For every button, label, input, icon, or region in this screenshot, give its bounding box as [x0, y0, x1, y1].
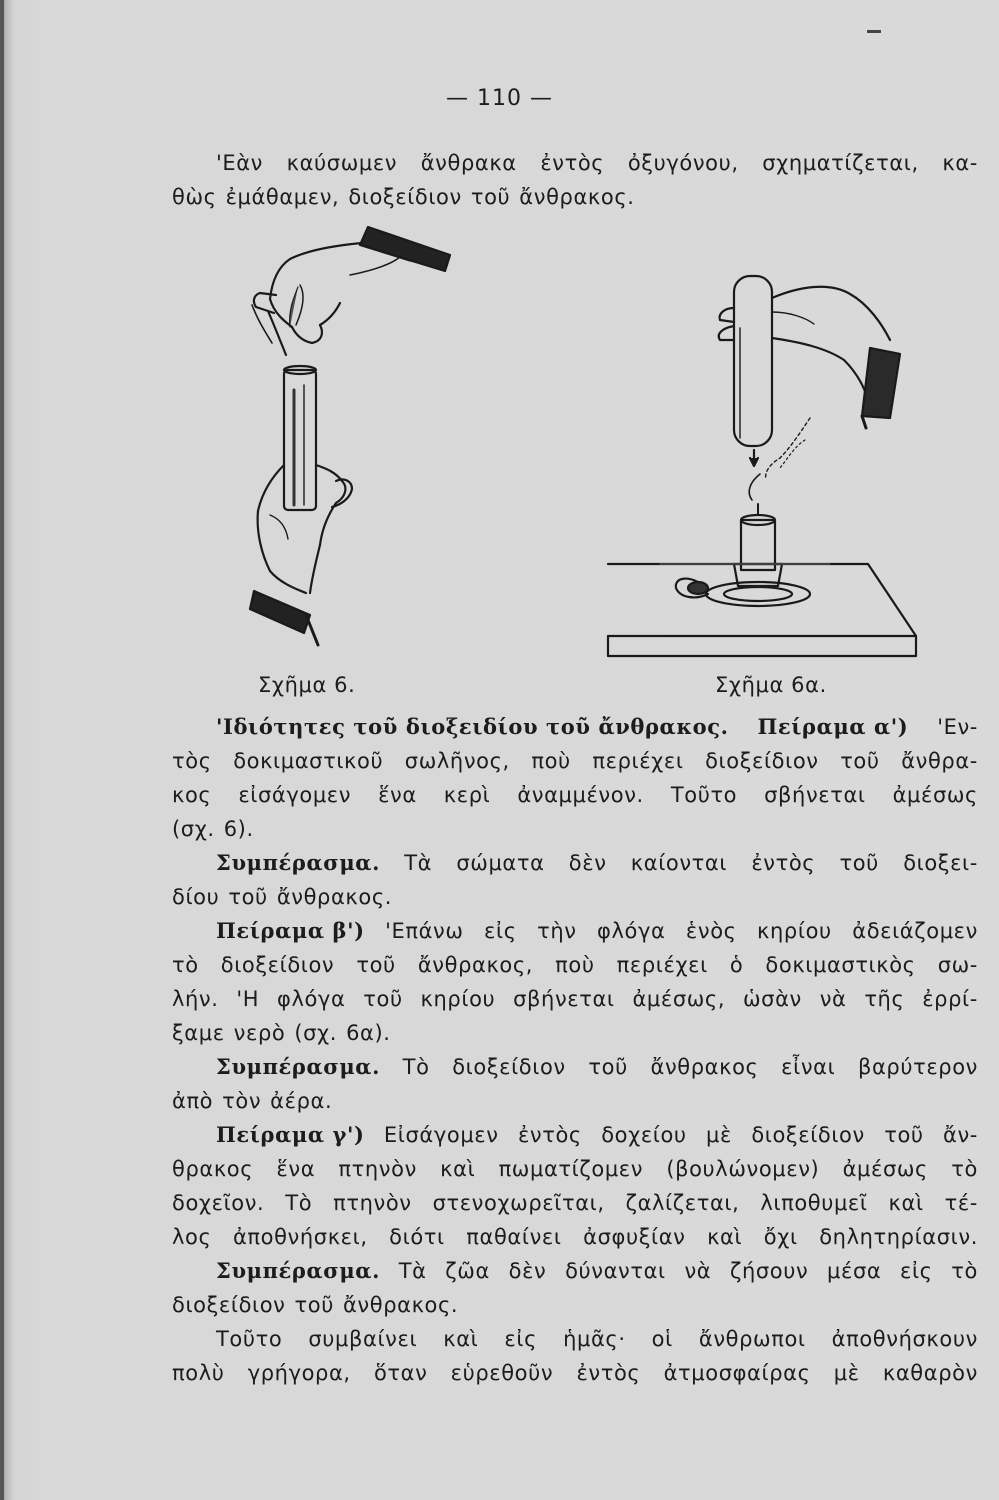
word: εἶναι [781, 1055, 836, 1079]
word: κερὶ [443, 783, 491, 807]
word: ὄχι [763, 1225, 798, 1249]
word: φλόγα [277, 987, 346, 1011]
word: ἕνα [378, 783, 417, 807]
word: ἀποθνήσκει, [232, 1225, 368, 1249]
word: (βουλώνομεν) [666, 1157, 820, 1181]
word: ἄνθρακα [420, 151, 517, 175]
word: ἀναμμένον. [517, 783, 644, 807]
word: νὰ [819, 987, 847, 1011]
word: ὁ [729, 953, 744, 977]
experiment-a-label: Πείραμα α') [757, 714, 909, 739]
word: καὶ [707, 1225, 743, 1249]
experiment-b-line-1 [172, 914, 978, 948]
word: ἀποθνήσκουν [831, 1327, 978, 1351]
word: οἱ [651, 1327, 673, 1351]
heading-line [172, 710, 978, 744]
word: τοῦ [470, 185, 511, 209]
word: κηρίου [757, 919, 832, 943]
word: νὰ [684, 1259, 712, 1283]
word: δηλητηρίασιν. [819, 1225, 978, 1249]
conclusion-1-line-2 [172, 880, 978, 914]
word: διοξείδιον [172, 1293, 286, 1317]
word: σω- [937, 953, 978, 977]
word: ζήσουν [729, 1259, 809, 1283]
word: 'Η [236, 987, 260, 1011]
stray-mark [867, 30, 881, 33]
word: ἀπὸ [172, 1089, 214, 1113]
word: δύνανται [565, 1259, 666, 1283]
experiment-c-line-1 [172, 1118, 978, 1152]
word: κηρίου [420, 987, 496, 1011]
final-line-2 [172, 1356, 978, 1390]
word: καύσωμεν [286, 151, 398, 175]
word: καίονται [630, 851, 728, 875]
word: ἐρρί- [922, 987, 978, 1011]
word: ἀμέσως, [632, 987, 726, 1011]
word: Τὰ [398, 1259, 427, 1283]
word: ἐντὸς [540, 151, 605, 175]
word: πτηνὸν [333, 1191, 412, 1215]
section-body [172, 710, 978, 1390]
word: κος [172, 783, 212, 807]
word: δὲν [568, 851, 607, 875]
word: ζῶα [445, 1259, 490, 1283]
word: στενοχωρεῖται, [432, 1191, 605, 1215]
word: μὲ [706, 1123, 732, 1147]
word: 'Επάνω [385, 919, 464, 943]
word: ποὺ [555, 953, 595, 977]
word: τοῦ [839, 851, 879, 875]
word: ἄνθρακος, [417, 953, 534, 977]
figure-6-caption: Σχῆμα 6. [258, 673, 356, 697]
word: τέ- [944, 1191, 978, 1215]
experiment-a-line-4 [172, 812, 978, 846]
experiment-c-line-3 [172, 1186, 978, 1220]
word: ἀδειάζομεν [852, 919, 978, 943]
word: γρήγορα, [247, 1361, 351, 1385]
experiment-a-line-3 [172, 778, 978, 812]
word: εἰς [504, 1327, 538, 1351]
word: Τὸ [285, 1191, 313, 1215]
word: φλόγα [597, 919, 666, 943]
word: εἰσάγομεν [238, 783, 352, 807]
word: τοῦ [840, 749, 880, 773]
word: διότι [389, 1225, 445, 1249]
intro-paragraph [172, 146, 978, 214]
word: διοξείδιον [348, 185, 462, 209]
word: ὡσὰν [742, 987, 802, 1011]
word: δὲν [508, 1259, 547, 1283]
word: σβήνεται [764, 783, 866, 807]
word: ἄνθρακος. [342, 1293, 459, 1317]
word: θρακος [172, 1157, 254, 1181]
word: πωματίζομεν [498, 1157, 644, 1181]
word: σβήνεται [513, 987, 615, 1011]
intro-line-2 [172, 180, 978, 214]
word: ξαμε [172, 1021, 225, 1045]
experiment-c-line-4 [172, 1220, 978, 1254]
word: ἕνα [276, 1157, 316, 1181]
word: ποὺ [531, 749, 571, 773]
word: σχηματίζεται, [762, 151, 919, 175]
word: περιέχει [592, 749, 684, 773]
word: δοχείου [601, 1123, 687, 1147]
word: τοῦ [588, 1055, 628, 1079]
word: τοῦ [363, 987, 403, 1011]
word: εὑρεθοῦν [450, 1361, 554, 1385]
experiment-b-line-2 [172, 948, 978, 982]
bold-label: Συμπέρασμα. [216, 850, 380, 875]
experiment-b-line-4 [172, 1016, 978, 1050]
word: εἰς [484, 919, 517, 943]
word: ἐντὸς [576, 1361, 641, 1385]
word: ἐμάθαμεν, [225, 185, 340, 209]
word: ἀμέσως [892, 783, 978, 807]
word: ἄνθρα- [901, 749, 978, 773]
word: λήν. [172, 987, 219, 1011]
experiment-b-line-3 [172, 982, 978, 1016]
word: διοξει- [903, 851, 978, 875]
section-heading: 'Ιδιότητες τοῦ διοξειδίου τοῦ ἄνθρακος. [216, 714, 729, 739]
word: δοχεῖον. [172, 1191, 265, 1215]
figure-6-illustration [240, 215, 470, 655]
word: ζαλίζεται, [625, 1191, 740, 1215]
conclusion-3-line-2 [172, 1288, 978, 1322]
intro-line-1 [172, 146, 978, 180]
word: διοξείδιον [220, 953, 335, 977]
conclusion-1-line-1 [172, 846, 978, 880]
bold-label: Πείραμα γ') [216, 1122, 365, 1147]
experiment-c-line-2 [172, 1152, 978, 1186]
word: τὴν [537, 919, 577, 943]
bold-label: Πείραμα β') [216, 918, 365, 943]
word: 6). [223, 817, 254, 841]
word: ἀτμοσφαίρας [663, 1361, 811, 1385]
word: πτηνὸν [338, 1157, 417, 1181]
word: ἄνθρωποι [698, 1327, 806, 1351]
word: καθαρὸν [882, 1361, 978, 1385]
word: 6α). [346, 1021, 391, 1045]
word: Τοῦτο [216, 1327, 283, 1351]
word: (σχ. [294, 1021, 338, 1045]
page-number: — 110 — [446, 86, 553, 111]
conclusion-2-line-2 [172, 1084, 978, 1118]
word: τοῦ [294, 1293, 334, 1317]
word: διοξείδιον [705, 749, 819, 773]
word: Εἰσάγομεν [383, 1123, 499, 1147]
word: ἑνὸς [685, 919, 737, 943]
word: καὶ [888, 1191, 924, 1215]
word: δοκιμαστικοῦ [233, 749, 384, 773]
word: ὅταν [373, 1361, 428, 1385]
word: Τὰ [404, 851, 433, 875]
bold-label: Συμπέρασμα. [216, 1054, 380, 1079]
word: ὀξυγόνου, [627, 151, 739, 175]
word: περιέχει [616, 953, 708, 977]
word: νερὸ [233, 1021, 286, 1045]
word: ἐντὸς [517, 1123, 582, 1147]
word: ἄνθρακος [650, 1055, 759, 1079]
word: τοῦ [884, 1123, 924, 1147]
word: συμβαίνει [308, 1327, 418, 1351]
word: δίου [172, 885, 220, 909]
word: σωλῆνος, [404, 749, 510, 773]
word: διοξείδιον [751, 1123, 865, 1147]
word: ἡμᾶς· [563, 1327, 626, 1351]
word: τὸν [222, 1089, 262, 1113]
word: παθαίνει [466, 1225, 562, 1249]
word: τὸ [172, 953, 199, 977]
word: πολὺ [172, 1361, 225, 1385]
figure-6a-illustration [600, 268, 930, 663]
word: λος [172, 1225, 212, 1249]
word: τὸς [172, 749, 212, 773]
word: μὲ [833, 1361, 860, 1385]
word: ἀσφυξίαν [583, 1225, 686, 1249]
word: τοῦ [356, 953, 396, 977]
word: ἐντὸς [751, 851, 816, 875]
word: ἄνθρακος. [276, 885, 393, 909]
word: Τὸ [402, 1055, 430, 1079]
conclusion-3-line-1 [172, 1254, 978, 1288]
word: τὸ [951, 1157, 978, 1181]
bold-label: Συμπέρασμα. [216, 1258, 380, 1283]
experiment-a-start: 'Εν- [937, 715, 978, 739]
word: σώματα [456, 851, 545, 875]
word: κα- [942, 151, 978, 175]
conclusion-2-line-1 [172, 1050, 978, 1084]
word: λιποθυμεῖ [760, 1191, 868, 1215]
word: θὼς [172, 185, 217, 209]
word: βαρύτερον [857, 1055, 978, 1079]
page-spine-edge [0, 0, 4, 1500]
word: τοῦ [228, 885, 268, 909]
figure-6a-caption: Σχῆμα 6α. [715, 673, 827, 697]
word: ἄν- [943, 1123, 978, 1147]
word: 'Εὰν [216, 151, 264, 175]
word: διοξείδιον [452, 1055, 566, 1079]
word: τῆς [864, 987, 905, 1011]
word: τὸ [951, 1259, 978, 1283]
word: καὶ [440, 1157, 476, 1181]
word: (σχ. [172, 817, 215, 841]
word: ἀμέσως [842, 1157, 928, 1181]
word: δοκιμαστικὸς [765, 953, 916, 977]
word: καὶ [443, 1327, 479, 1351]
word: εἰς [900, 1259, 933, 1283]
experiment-a-line-2 [172, 744, 978, 778]
word: Τοῦτο [670, 783, 738, 807]
word: μέσα [827, 1259, 882, 1283]
word: ἀέρα. [270, 1089, 333, 1113]
final-line-1 [172, 1322, 978, 1356]
word: ἄνθρακος. [519, 185, 635, 209]
